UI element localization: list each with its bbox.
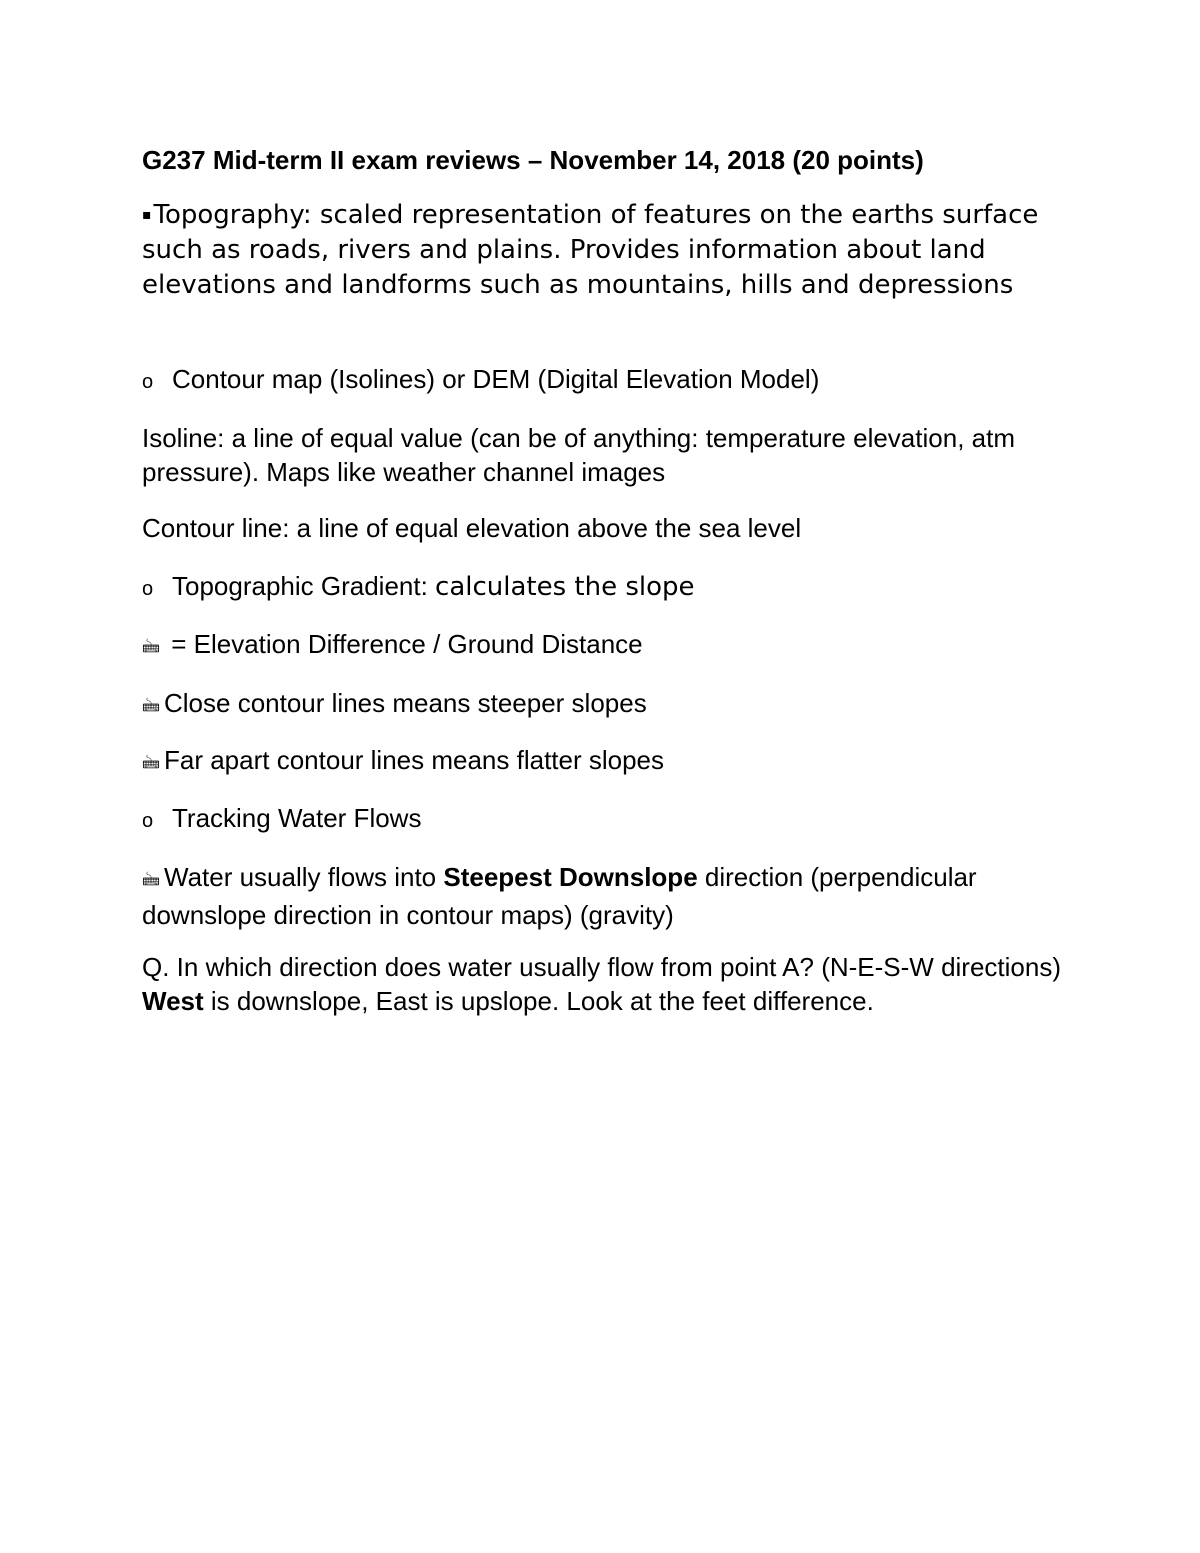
far-lines-item [142, 743, 1062, 781]
close-lines-text: Close contour lines means steeper slopes [164, 688, 647, 718]
question-paragraph [142, 950, 1062, 1018]
contour-line-paragraph: Contour line: a line of equal elevation above the sea level [142, 513, 802, 543]
keyboard-glyph-icon: 🖮 [142, 696, 160, 717]
isoline-paragraph: Isoline: a line of equal value (can be of anything: temperature elevation, atm pressure). Maps like weather channel images [142, 423, 1015, 487]
far-lines-text: Far apart contour lines means flatter slopes [164, 745, 665, 775]
steepest-downslope-emphasis: Steepest Downslope [443, 862, 698, 892]
tracking-water-text: Tracking Water Flows [172, 803, 422, 833]
question-text-end: is downslope, East is upslope. Look at the feet difference. [203, 986, 874, 1016]
square-bullet-icon: ▪ [142, 207, 152, 223]
keyboard-glyph-icon: 🖮 [142, 870, 160, 891]
circle-bullet-icon: o [142, 371, 154, 393]
topographic-gradient-item [142, 569, 1062, 606]
close-lines-item [142, 686, 1062, 724]
gradient-text: calculates the slope [435, 572, 695, 602]
contour-map-text: Contour map (Isolines) or DEM (Digital Elevation Model) [172, 364, 820, 394]
topography-paragraph [142, 198, 1062, 303]
water-flow-paragraph [142, 860, 1062, 932]
tracking-water-item [142, 801, 1062, 838]
water-flow-text-start: Water usually flows into [164, 862, 444, 892]
keyboard-glyph-icon: 🖮 [142, 637, 160, 658]
water-flow-text-end: direction (perpendicular downslope direction in contour maps) (gravity) [142, 862, 977, 930]
formula-item [142, 627, 1062, 665]
document-title: G237 Mid-term II exam reviews – November 14, 2018 (20 points) [142, 145, 924, 175]
circle-bullet-icon: o [142, 810, 154, 832]
question-text-start: Q. In which direction does water usually flow from point A? (N-E-S-W directions) [142, 952, 1062, 982]
circle-bullet-icon: o [142, 578, 154, 600]
contour-map-item [142, 362, 1062, 399]
west-emphasis: West [142, 986, 204, 1016]
keyboard-glyph-icon: 🖮 [142, 753, 160, 774]
topography-text: Topography: scaled representation of features on the earths surface such as roads, rivers and plains. Provides information about land elevations and landforms such as mountains, hills and depressions [142, 200, 1039, 300]
gradient-label: Topographic Gradient: [172, 571, 436, 601]
formula-text: = Elevation Difference / Ground Distance [164, 629, 643, 659]
